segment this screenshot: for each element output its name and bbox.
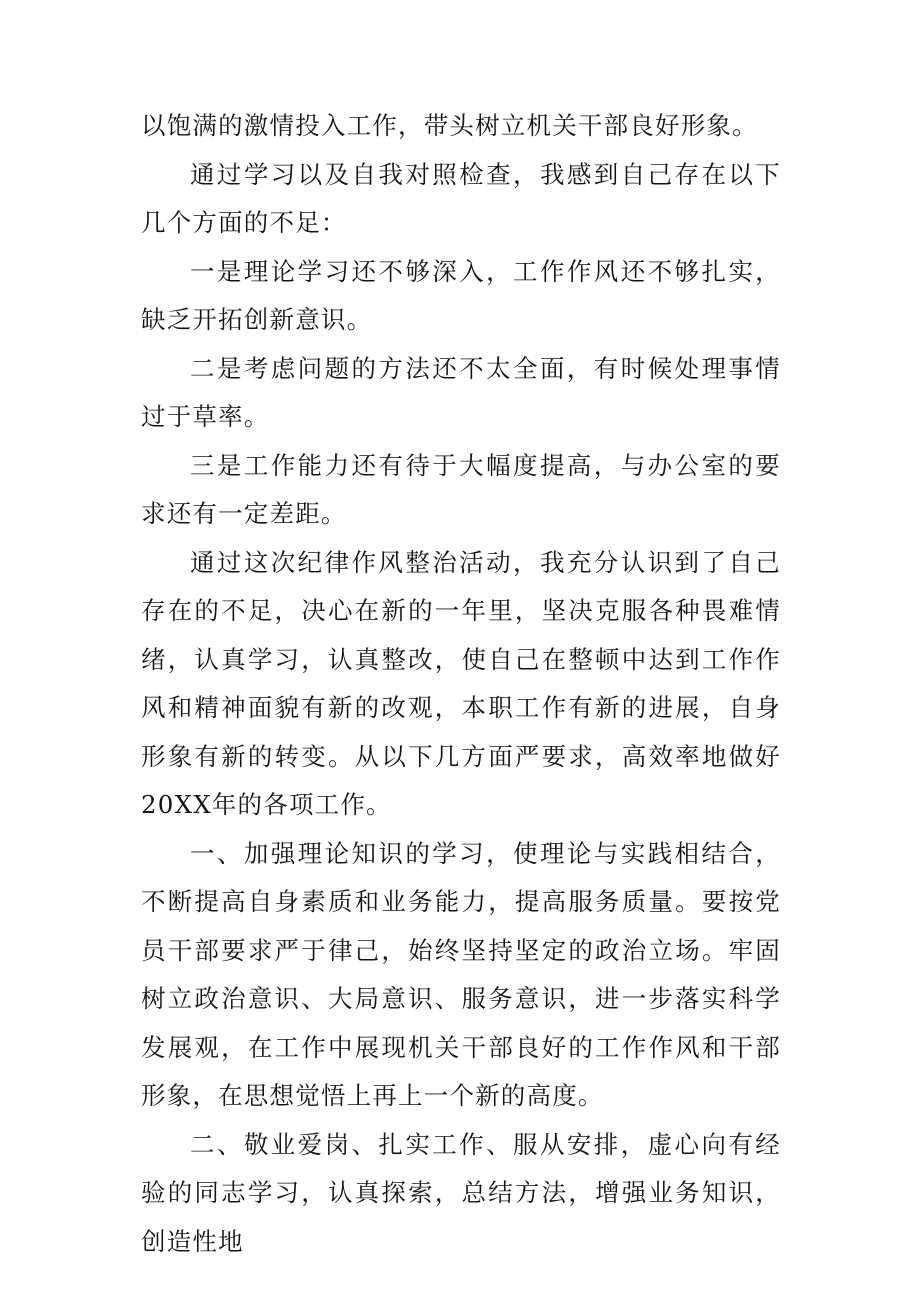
paragraph-rectification-resolve: 通过这次纪律作风整治活动，我充分认识到了自己存在的不足，决心在新的一年里，坚决克服各种畏难情绪，认真学习，认真整改，使自己在整顿中达到工作作风和精神面貌有新的改观，本职工作有新的进展，自身形象有新的转变。从以下几方面严要求，高效率地做好20XX年的各项工作。 [141, 547, 781, 819]
paragraph-shortcoming-2: 二是考虑问题的方法还不太全面，有时候处理事情过于草率。 [141, 353, 781, 431]
paragraph-shortcoming-1: 一是理论学习还不够深入，工作作风还不够扎实，缺乏开拓创新意识。 [141, 256, 781, 334]
paragraph-self-check-intro: 通过学习以及自我对照检查，我感到自己存在以下几个方面的不足： [141, 159, 781, 237]
paragraph-continuation: 以饱满的激情投入工作，带头树立机关干部良好形象。 [141, 111, 758, 140]
paragraph-measure-1: 一、加强理论知识的学习，使理论与实践相结合，不断提高自身素质和业务能力，提高服务质量。要按党员干部要求严于律己，始终坚持坚定的政治立场。牢固树立政治意识、大局意识、服务意识，进一步落实科学发展观，在工作中展现机关干部良好的工作作风和干部形象，在思想觉悟上再上一个新的高度。 [141, 838, 781, 1110]
document-body [141, 102, 781, 1266]
paragraph-measure-2: 二、敬业爱岗、扎实工作、服从安排，虚心向有经验的同志学习，认真探索，总结方法，增强业务知识，创造性地 [141, 1129, 781, 1256]
paragraph-shortcoming-3: 三是工作能力还有待于大幅度提高，与办公室的要求还有一定差距。 [141, 450, 781, 528]
